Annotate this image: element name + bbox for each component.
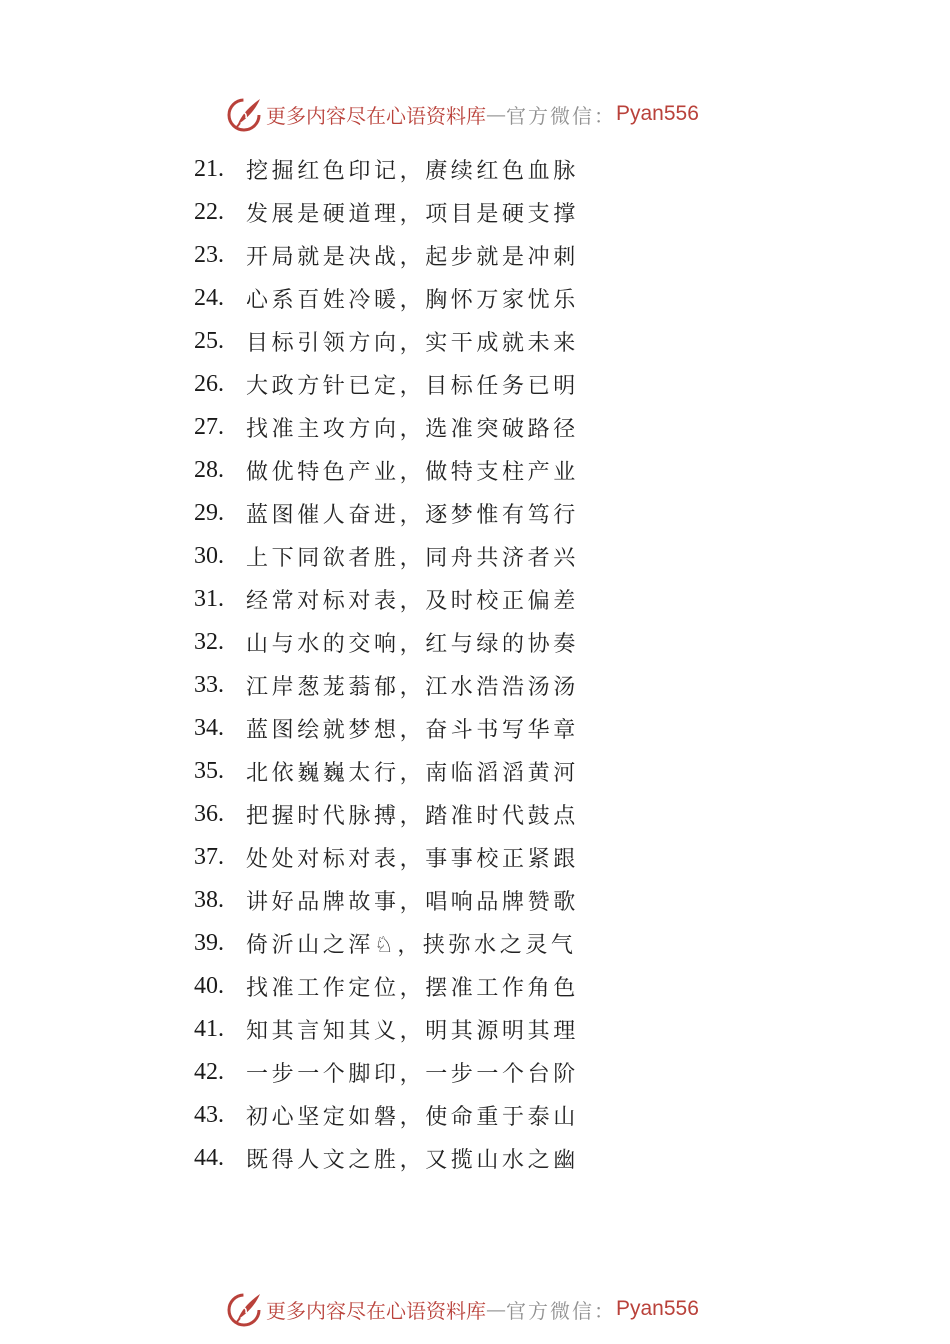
- footer-main-text: 更多内容尽在心语资料库: [266, 1298, 486, 1323]
- list-item: [194, 578, 579, 621]
- item-text: 找准工作定位，摆准工作角色: [246, 976, 579, 1001]
- item-text: 初心坚定如磐，使命重于泰山: [246, 1105, 579, 1130]
- item-text: 讲好品牌故事，唱响品牌赞歌: [246, 890, 579, 915]
- item-text: 挖掘红色印记，赓续红色血脉: [246, 159, 579, 184]
- list-item: [194, 750, 579, 793]
- item-text: 山与水的交响，红与绿的协奏: [246, 632, 579, 657]
- footer-wechat-label: 官方微信：: [506, 1298, 616, 1323]
- footer-wechat-id: Pyan556: [616, 1297, 699, 1320]
- header-wechat-id: Pyan556: [616, 102, 699, 125]
- item-number: 30.: [194, 543, 224, 569]
- item-number: 27.: [194, 414, 224, 440]
- list-item: [194, 965, 579, 1008]
- item-text: 蓝图绘就梦想，奋斗书写华章: [246, 718, 579, 743]
- item-number: 43.: [194, 1102, 224, 1128]
- list-item: [194, 406, 579, 449]
- item-number: 34.: [194, 715, 224, 741]
- footer-dash: —: [486, 1297, 506, 1321]
- item-number: 40.: [194, 973, 224, 999]
- quill-logo-icon: [226, 96, 264, 132]
- list-item: [194, 1094, 579, 1137]
- list-item: [194, 793, 579, 836]
- list-item: [194, 234, 579, 277]
- item-text: 既得人文之胜，又揽山水之幽: [246, 1148, 579, 1173]
- item-number: 35.: [194, 758, 224, 784]
- list-item: [194, 707, 579, 750]
- list-item: [194, 1008, 579, 1051]
- list-item: [194, 535, 579, 578]
- item-number: 41.: [194, 1016, 224, 1042]
- item-number: 24.: [194, 285, 224, 311]
- footer-banner: [226, 1291, 699, 1327]
- item-text: 江岸葱茏蓊郁，江水浩浩汤汤: [246, 675, 579, 700]
- list-item: [194, 1051, 579, 1094]
- item-number: 26.: [194, 371, 224, 397]
- list-item: [194, 191, 579, 234]
- item-number: 21.: [194, 156, 224, 182]
- header-wechat-label: 官方微信：: [506, 103, 616, 128]
- list-item: [194, 449, 579, 492]
- list-item: [194, 621, 579, 664]
- item-number: 32.: [194, 629, 224, 655]
- item-number: 37.: [194, 844, 224, 870]
- header-dash: —: [486, 102, 506, 126]
- item-text: 发展是硬道理，项目是硬支撑: [246, 202, 579, 227]
- item-text: 一步一个脚印，一步一个台阶: [246, 1062, 579, 1087]
- item-text: 经常对标对表，及时校正偏差: [246, 589, 579, 614]
- item-number: 29.: [194, 500, 224, 526]
- item-text: 知其言知其义，明其源明其理: [246, 1019, 579, 1044]
- item-number: 25.: [194, 328, 224, 354]
- item-number: 42.: [194, 1059, 224, 1085]
- list-item: [194, 492, 579, 535]
- quill-logo-icon: [226, 1291, 264, 1327]
- list-item: [194, 879, 579, 922]
- list-item: [194, 1137, 579, 1180]
- item-text: 上下同欲者胜，同舟共济者兴: [246, 546, 579, 571]
- item-text: 做优特色产业，做特支柱产业: [246, 460, 579, 485]
- slogan-list: [194, 148, 579, 1180]
- item-text: 倚沂山之浑♘，挟弥水之灵气: [246, 933, 577, 958]
- item-number: 31.: [194, 586, 224, 612]
- item-number: 28.: [194, 457, 224, 483]
- item-number: 44.: [194, 1145, 224, 1171]
- list-item: [194, 922, 579, 965]
- item-text: 蓝图催人奋进，逐梦惟有笃行: [246, 503, 579, 528]
- item-number: 33.: [194, 672, 224, 698]
- list-item: [194, 277, 579, 320]
- item-text: 把握时代脉搏，踏准时代鼓点: [246, 804, 579, 829]
- list-item: [194, 320, 579, 363]
- item-text: 处处对标对表，事事校正紧跟: [246, 847, 579, 872]
- item-number: 23.: [194, 242, 224, 268]
- header-main-text: 更多内容尽在心语资料库: [266, 103, 486, 128]
- header-banner: [226, 96, 699, 132]
- list-item: [194, 148, 579, 191]
- list-item: [194, 836, 579, 879]
- item-text: 找准主攻方向，选准突破路径: [246, 417, 579, 442]
- item-number: 39.: [194, 930, 224, 956]
- item-text: 开局就是决战，起步就是冲刺: [246, 245, 579, 270]
- item-text: 大政方针已定，目标任务已明: [246, 374, 579, 399]
- item-text: 目标引领方向，实干成就未来: [246, 331, 579, 356]
- item-text: 北依巍巍太行，南临滔滔黄河: [246, 761, 579, 786]
- item-number: 38.: [194, 887, 224, 913]
- list-item: [194, 363, 579, 406]
- item-number: 36.: [194, 801, 224, 827]
- list-item: [194, 664, 579, 707]
- item-text: 心系百姓冷暖，胸怀万家忧乐: [246, 288, 579, 313]
- item-number: 22.: [194, 199, 224, 225]
